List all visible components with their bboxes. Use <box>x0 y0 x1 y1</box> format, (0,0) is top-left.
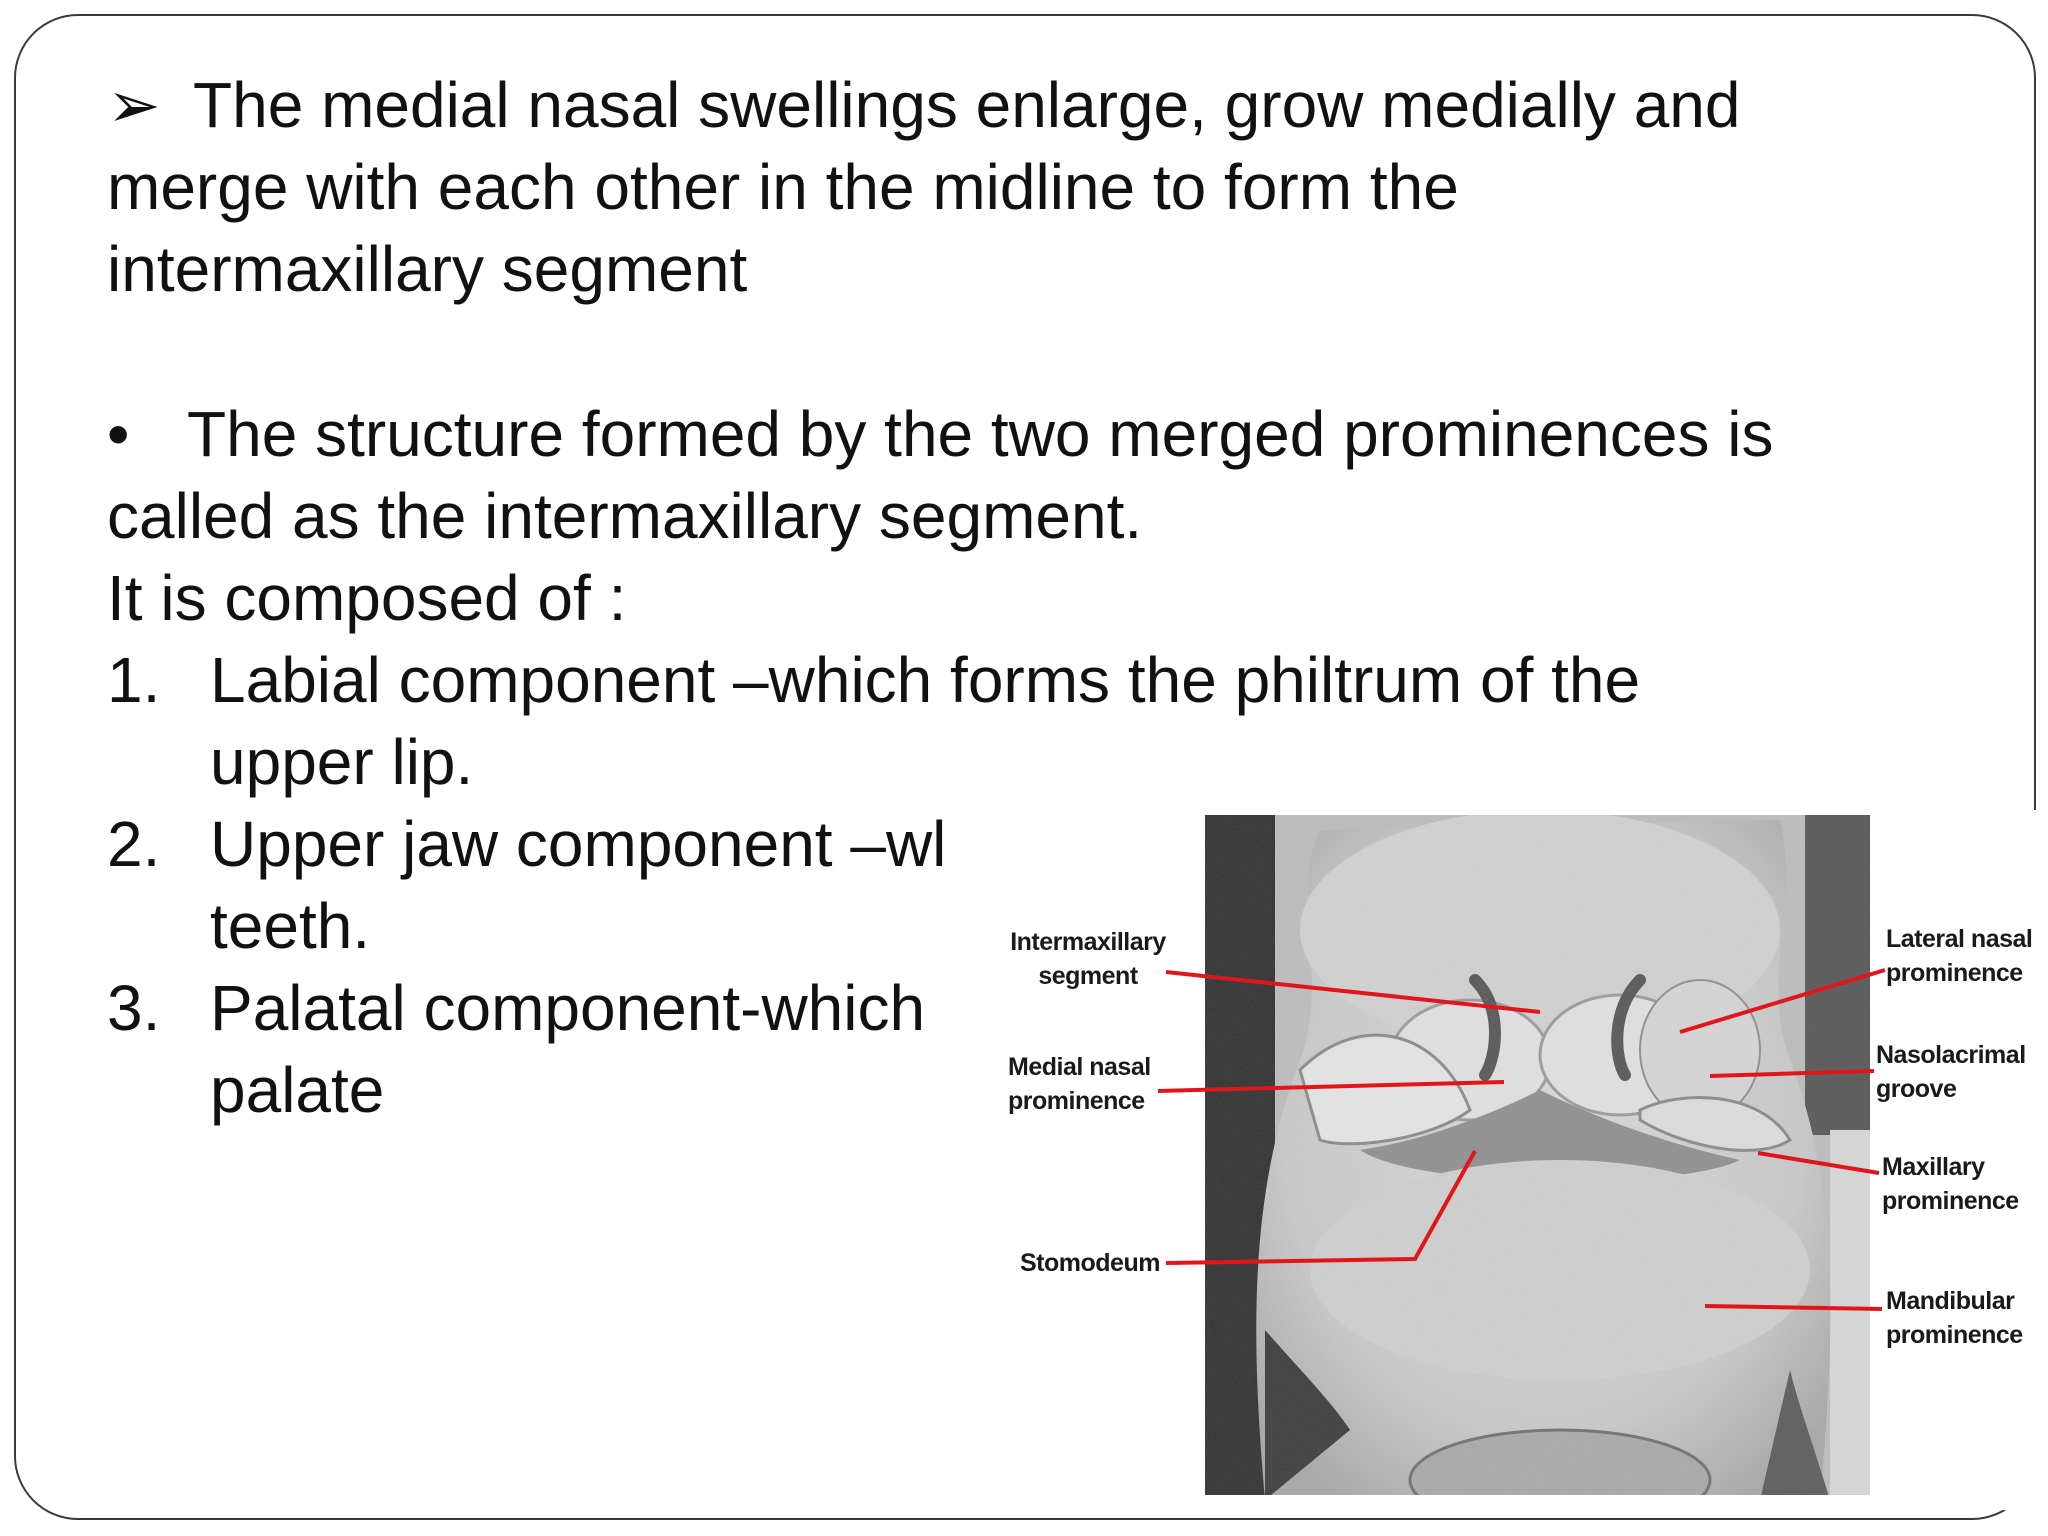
composition-intro: It is composed of : <box>107 562 627 634</box>
list-number-2: 2. <box>107 808 161 880</box>
label-intermaxillary-segment: Intermaxillary segment <box>1010 928 1166 990</box>
label-maxillary-prominence: Maxillary prominence <box>1882 1153 2019 1215</box>
label-lateral-nasal-prominence: Lateral nasal prominence <box>1886 925 2033 987</box>
list-item-2-line-1: Upper jaw component –wl <box>210 808 947 880</box>
paragraph-2-line-1: • The structure formed by the two merged prominences is <box>107 393 1773 475</box>
list-item-3-line-2: palate <box>210 1054 385 1126</box>
list-item-3-line-1: Palatal component-which <box>210 972 926 1044</box>
label-nasolacrimal-groove: Nasolacrimal groove <box>1876 1041 2026 1103</box>
list-item-1-line-1: Labial component –which forms the philtrum of the <box>210 644 1641 716</box>
label-stomodeum: Stomodeum <box>1020 1249 1160 1277</box>
list-number-3: 3. <box>107 972 161 1044</box>
paragraph-2-line-2: called as the intermaxillary segment. <box>107 480 1143 552</box>
arrow-bullet-icon: ➢ <box>107 69 161 141</box>
list-item-1-line-2: upper lip. <box>210 726 474 798</box>
label-mandibular-prominence: Mandibular prominence <box>1886 1287 2023 1349</box>
label-medial-nasal-prominence: Medial nasal prominence <box>1008 1053 1151 1115</box>
embryo-face-figure <box>1000 810 2048 1510</box>
paragraph-1-line-3: intermaxillary segment <box>107 233 748 305</box>
paragraph-1-line-1: ➢ The medial nasal swellings enlarge, grow medially and <box>107 64 1740 146</box>
list-item-2-line-2: teeth. <box>210 890 371 962</box>
list-number-1: 1. <box>107 644 161 716</box>
dot-bullet-icon: • <box>107 398 130 470</box>
paragraph-1-line-2: merge with each other in the midline to form the <box>107 151 1459 223</box>
